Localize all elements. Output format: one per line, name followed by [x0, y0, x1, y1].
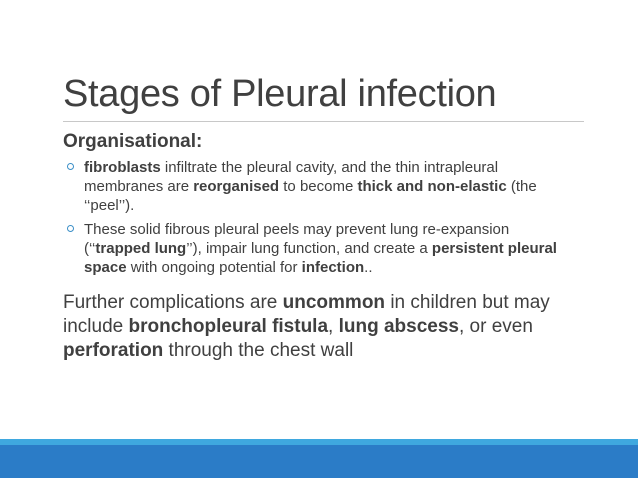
bullet-segment: with ongoing potential for — [126, 259, 302, 276]
bullet-segment: .. — [364, 259, 373, 276]
bullet-item — [67, 220, 567, 277]
bullet-item — [67, 158, 567, 215]
bullet-bold-segment: fibroblasts — [84, 159, 161, 176]
bullet-bold-segment: trapped lung — [95, 240, 187, 257]
bullet-bold-segment: thick and non-elastic — [357, 178, 507, 195]
para-segment: , or even — [458, 316, 533, 337]
bullet-bold-segment: infection — [301, 259, 365, 276]
bullet-text — [84, 159, 537, 214]
bullet-segment: These solid fibrous pleural peels may prevent lung re-expansion (‘‘ — [84, 221, 510, 257]
bullet-bold-segment: persistent pleural space — [84, 240, 557, 276]
para-bold-segment: uncommon — [282, 292, 386, 313]
footer-band-dark — [0, 445, 638, 478]
bullet-bold-segment: reorganised — [193, 178, 280, 195]
bullet-circle-icon — [67, 163, 74, 170]
bullet-text — [84, 221, 557, 276]
bullet-circle-icon — [67, 225, 74, 232]
para-segment: in children but may include — [63, 292, 550, 337]
title-divider — [63, 121, 584, 122]
slide-title: Stages of Pleural infection — [63, 73, 497, 115]
bullet-segment: to become — [279, 178, 358, 195]
para-segment: Further complications are — [63, 292, 283, 313]
para-bold-segment: bronchopleural fistula — [128, 316, 329, 337]
bullet-segment: infiltrate the pleural cavity, and the thin intrapleural membranes are — [84, 159, 499, 195]
bullet-list — [67, 158, 567, 282]
para-segment: through the chest wall — [163, 340, 354, 361]
para-bold-segment: lung abscess — [338, 316, 459, 337]
para-segment: , — [328, 316, 339, 337]
section-heading: Organisational: — [63, 131, 203, 152]
bullet-segment: (the ‘‘peel’’). — [84, 178, 537, 214]
complications-paragraph — [63, 291, 583, 363]
bullet-segment: ’’), impair lung function, and create a — [186, 240, 432, 257]
para-bold-segment: perforation — [63, 340, 164, 361]
